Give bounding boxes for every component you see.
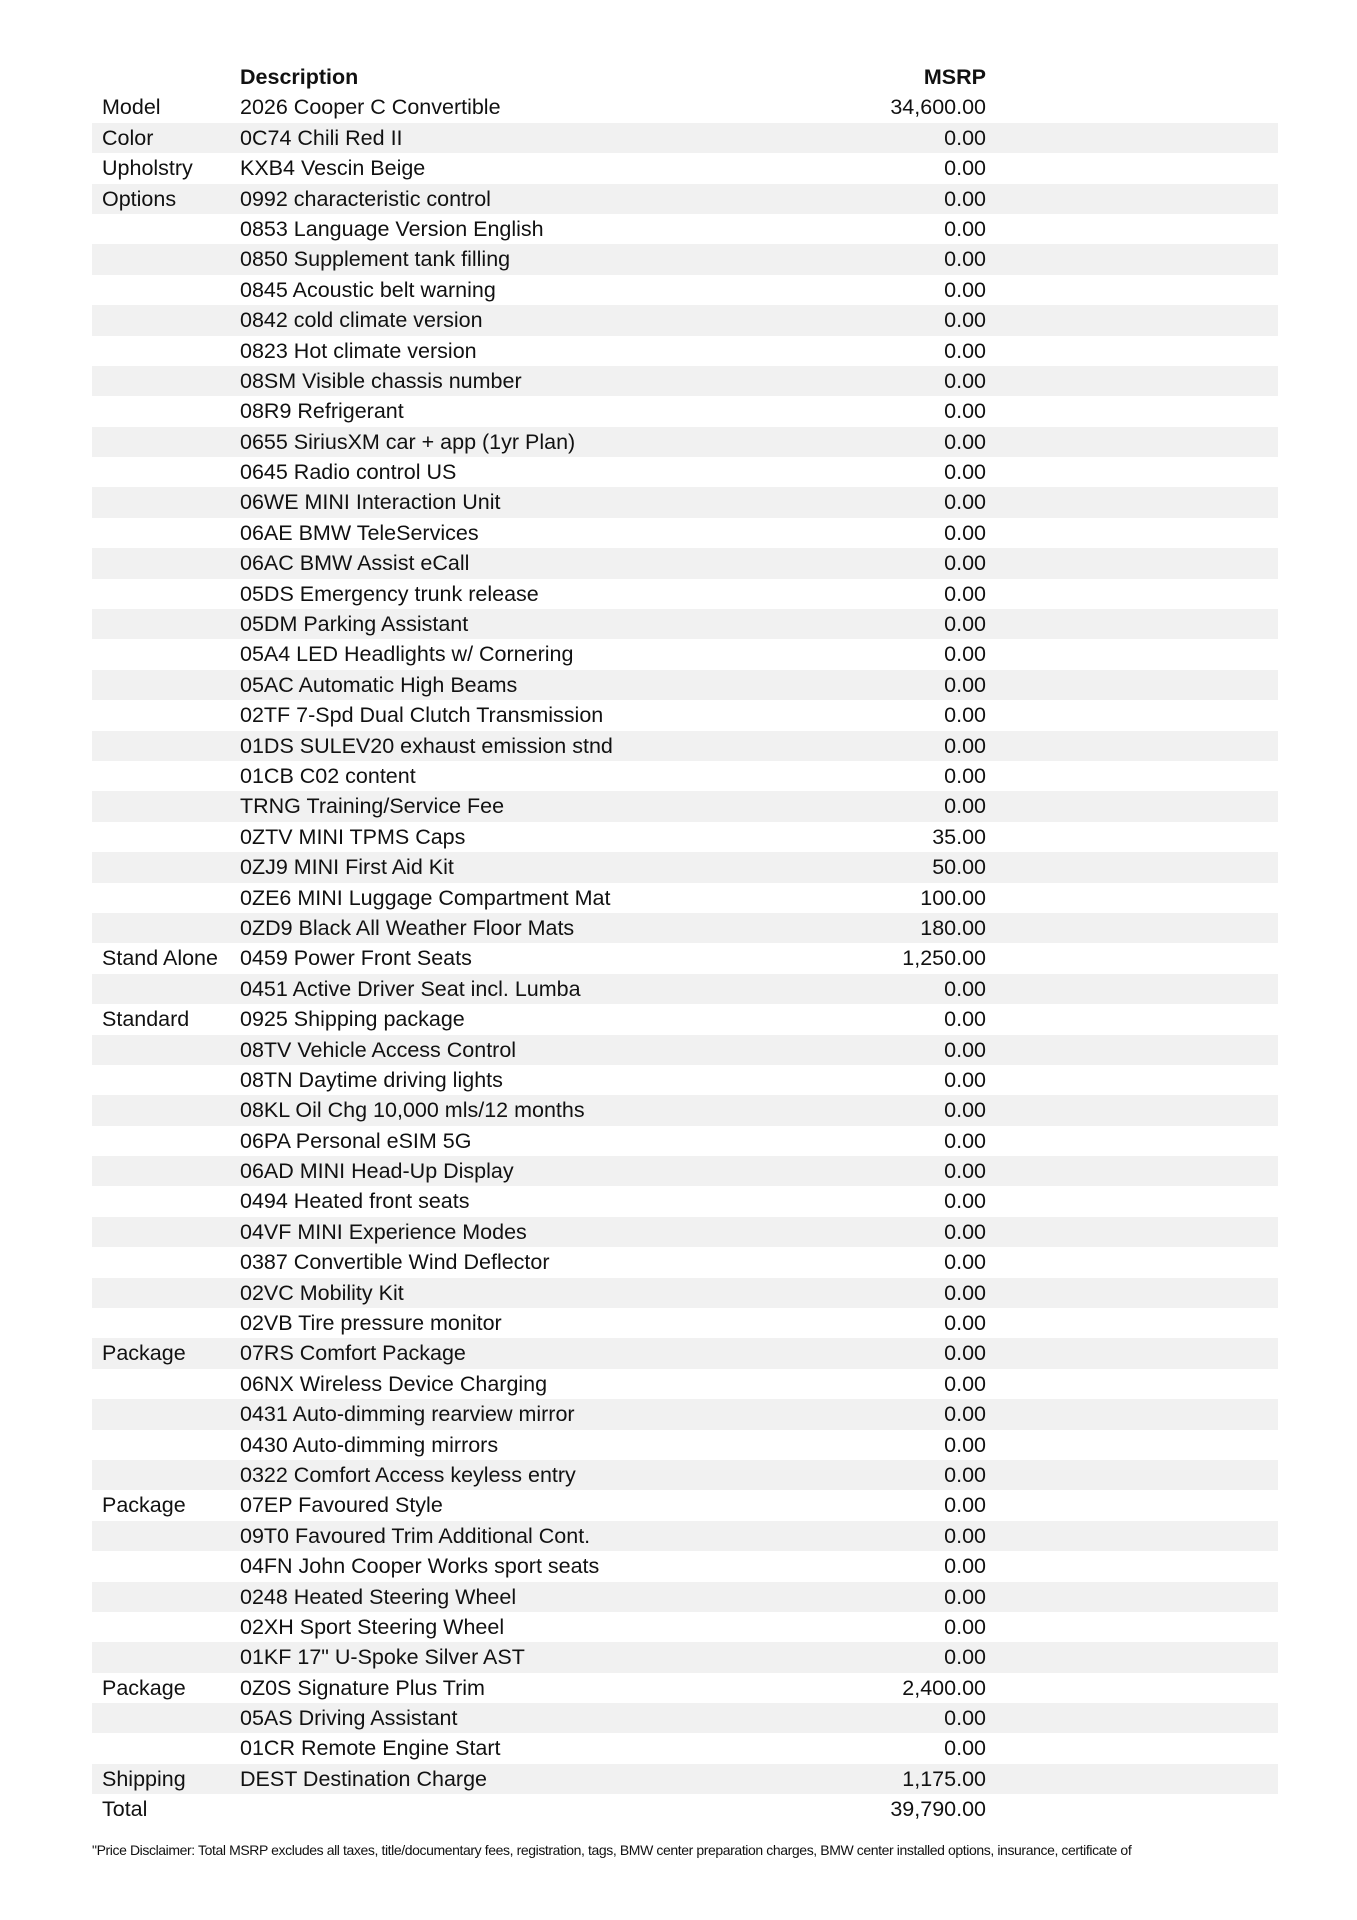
table-row xyxy=(92,548,1278,578)
table-body xyxy=(92,92,1278,1824)
row-description: 06AD MINI Head-Up Display xyxy=(240,1159,514,1184)
row-msrp: 0.00 xyxy=(944,1098,986,1123)
row-description: 06WE MINI Interaction Unit xyxy=(240,490,501,515)
row-description: 04FN John Cooper Works sport seats xyxy=(240,1554,600,1579)
table-row xyxy=(92,1308,1278,1338)
row-category: Model xyxy=(102,95,161,120)
row-description: 08TN Daytime driving lights xyxy=(240,1067,503,1092)
row-msrp: 50.00 xyxy=(932,855,986,880)
row-description: 0645 Radio control US xyxy=(240,460,457,485)
table-row xyxy=(92,1733,1278,1763)
table-row xyxy=(92,1582,1278,1612)
table-row xyxy=(92,427,1278,457)
row-msrp: 0.00 xyxy=(944,1402,986,1427)
row-description: 0451 Active Driver Seat incl. Lumba xyxy=(240,976,581,1001)
table-row xyxy=(92,852,1278,882)
table-row xyxy=(92,1004,1278,1034)
row-description: 0ZE6 MINI Luggage Compartment Mat xyxy=(240,885,611,910)
price-disclaimer: "Price Disclaimer: Total MSRP excludes all taxes, title/documentary fees, registration, tags, BMW center preparation charges, BMW center installed options, insurance, certificate of xyxy=(92,1842,1132,1858)
table-row xyxy=(92,1278,1278,1308)
table-row xyxy=(92,1673,1278,1703)
row-msrp: 1,250.00 xyxy=(902,946,986,971)
row-msrp: 0.00 xyxy=(944,1341,986,1366)
row-msrp: 0.00 xyxy=(944,703,986,728)
row-description: 0C74 Chili Red II xyxy=(240,125,403,150)
table-row xyxy=(92,609,1278,639)
row-msrp: 0.00 xyxy=(944,1736,986,1761)
table-row xyxy=(92,92,1278,122)
row-msrp: 0.00 xyxy=(944,247,986,272)
table-row xyxy=(92,366,1278,396)
row-description: 08TV Vehicle Access Control xyxy=(240,1037,517,1062)
row-description: 0655 SiriusXM car + app (1yr Plan) xyxy=(240,429,576,454)
row-description: DEST Destination Charge xyxy=(240,1766,487,1791)
table-row xyxy=(92,305,1278,335)
row-msrp: 0.00 xyxy=(944,1280,986,1305)
row-category: Shipping xyxy=(102,1766,186,1791)
table-row xyxy=(92,791,1278,821)
row-description: 06AC BMW Assist eCall xyxy=(240,551,470,576)
row-msrp: 0.00 xyxy=(944,642,986,667)
row-msrp: 2,400.00 xyxy=(902,1675,986,1700)
row-description: 05A4 LED Headlights w/ Cornering xyxy=(240,642,574,667)
row-msrp: 0.00 xyxy=(944,612,986,637)
table-row xyxy=(92,1551,1278,1581)
row-description: 2026 Cooper C Convertible xyxy=(240,95,501,120)
row-msrp: 0.00 xyxy=(944,1007,986,1032)
table-row xyxy=(92,336,1278,366)
row-description: 05AS Driving Assistant xyxy=(240,1706,458,1731)
row-category: Options xyxy=(102,186,177,211)
row-description: 02XH Sport Steering Wheel xyxy=(240,1614,505,1639)
table-row xyxy=(92,1126,1278,1156)
row-msrp: 0.00 xyxy=(944,1614,986,1639)
row-msrp: 0.00 xyxy=(944,368,986,393)
row-description: 0853 Language Version English xyxy=(240,216,544,241)
row-description: 06PA Personal eSIM 5G xyxy=(240,1128,472,1153)
table-row xyxy=(92,579,1278,609)
row-msrp: 0.00 xyxy=(944,1159,986,1184)
row-description: 04VF MINI Experience Modes xyxy=(240,1219,527,1244)
row-description: 08KL Oil Chg 10,000 mls/12 months xyxy=(240,1098,585,1123)
row-msrp: 35.00 xyxy=(932,824,986,849)
table-header xyxy=(92,62,1278,92)
row-msrp: 0.00 xyxy=(944,429,986,454)
row-description: 0ZJ9 MINI First Aid Kit xyxy=(240,855,454,880)
table-row xyxy=(92,1247,1278,1277)
row-description: 06AE BMW TeleServices xyxy=(240,520,479,545)
row-msrp: 0.00 xyxy=(944,1554,986,1579)
row-description: 0845 Acoustic belt warning xyxy=(240,277,496,302)
row-msrp: 0.00 xyxy=(944,1067,986,1092)
row-msrp: 0.00 xyxy=(944,551,986,576)
row-msrp: 0.00 xyxy=(944,1523,986,1548)
row-msrp: 0.00 xyxy=(944,581,986,606)
msrp-column-header: MSRP xyxy=(923,65,986,89)
row-msrp: 0.00 xyxy=(944,1189,986,1214)
row-msrp: 180.00 xyxy=(920,915,986,940)
row-msrp: 0.00 xyxy=(944,1311,986,1336)
table-row xyxy=(92,396,1278,426)
table-row xyxy=(92,1521,1278,1551)
table-row xyxy=(92,731,1278,761)
row-category: Upholstry xyxy=(102,156,193,181)
table-row xyxy=(92,1430,1278,1460)
table-row xyxy=(92,184,1278,214)
table-row xyxy=(92,1703,1278,1733)
row-description: 01DS SULEV20 exhaust emission stnd xyxy=(240,733,613,758)
row-category: Package xyxy=(102,1675,186,1700)
table-row xyxy=(92,1217,1278,1247)
row-description: KXB4 Vescin Beige xyxy=(240,156,426,181)
row-msrp: 0.00 xyxy=(944,216,986,241)
table-row xyxy=(92,1490,1278,1520)
row-description: 0925 Shipping package xyxy=(240,1007,465,1032)
row-description: 0992 characteristic control xyxy=(240,186,491,211)
table-row xyxy=(92,1035,1278,1065)
table-row xyxy=(92,913,1278,943)
description-column-header: Description xyxy=(240,65,359,89)
table-row xyxy=(92,1399,1278,1429)
row-description: 01CR Remote Engine Start xyxy=(240,1736,501,1761)
table-row xyxy=(92,639,1278,669)
row-msrp: 0.00 xyxy=(944,1706,986,1731)
row-msrp: 0.00 xyxy=(944,1128,986,1153)
row-msrp: 0.00 xyxy=(944,1432,986,1457)
row-description: 02VC Mobility Kit xyxy=(240,1280,404,1305)
row-description: 09T0 Favoured Trim Additional Cont. xyxy=(240,1523,591,1548)
row-msrp: 0.00 xyxy=(944,1037,986,1062)
price-sheet-table xyxy=(92,62,1278,1825)
row-msrp: 0.00 xyxy=(944,733,986,758)
table-row xyxy=(92,943,1278,973)
row-description: 07RS Comfort Package xyxy=(240,1341,466,1366)
table-row xyxy=(92,1612,1278,1642)
row-msrp: 0.00 xyxy=(944,763,986,788)
row-category: Stand Alone xyxy=(102,946,218,971)
table-row xyxy=(92,1642,1278,1672)
row-description: 08SM Visible chassis number xyxy=(240,368,522,393)
table-row xyxy=(92,214,1278,244)
row-msrp: 0.00 xyxy=(944,976,986,1001)
row-msrp: 0.00 xyxy=(944,156,986,181)
row-category: Package xyxy=(102,1493,186,1518)
row-msrp: 0.00 xyxy=(944,277,986,302)
row-description: 05DS Emergency trunk release xyxy=(240,581,539,606)
row-msrp: 0.00 xyxy=(944,1493,986,1518)
row-msrp: 0.00 xyxy=(944,338,986,363)
row-description: TRNG Training/Service Fee xyxy=(240,794,505,819)
row-description: 0322 Comfort Access keyless entry xyxy=(240,1462,576,1487)
row-description: 0ZD9 Black All Weather Floor Mats xyxy=(240,915,575,940)
table-row xyxy=(92,1460,1278,1490)
table-row xyxy=(92,1338,1278,1368)
row-msrp: 100.00 xyxy=(920,885,986,910)
table-row xyxy=(92,153,1278,183)
row-description: 01KF 17" U-Spoke Silver AST xyxy=(240,1645,525,1670)
table-row xyxy=(92,700,1278,730)
row-category: Package xyxy=(102,1341,186,1366)
row-description: 05AC Automatic High Beams xyxy=(240,672,518,697)
row-description: 0459 Power Front Seats xyxy=(240,946,472,971)
row-msrp: 0.00 xyxy=(944,399,986,424)
row-description: 07EP Favoured Style xyxy=(240,1493,443,1518)
row-description: 0430 Auto-dimming mirrors xyxy=(240,1432,499,1457)
table-row xyxy=(92,670,1278,700)
row-msrp: 0.00 xyxy=(944,1250,986,1275)
table-row xyxy=(92,883,1278,913)
row-msrp: 0.00 xyxy=(944,490,986,515)
row-description: 02TF 7-Spd Dual Clutch Transmission xyxy=(240,703,604,728)
table-row xyxy=(92,1065,1278,1095)
table-row xyxy=(92,1156,1278,1186)
row-category: Total xyxy=(102,1797,148,1822)
table-row xyxy=(92,1095,1278,1125)
row-msrp: 0.00 xyxy=(944,1584,986,1609)
row-msrp: 0.00 xyxy=(944,1645,986,1670)
row-msrp: 0.00 xyxy=(944,460,986,485)
row-description: 0431 Auto-dimming rearview mirror xyxy=(240,1402,575,1427)
table-row xyxy=(92,822,1278,852)
row-msrp: 0.00 xyxy=(944,308,986,333)
row-msrp: 1,175.00 xyxy=(902,1766,986,1791)
table-row xyxy=(92,275,1278,305)
row-msrp: 0.00 xyxy=(944,794,986,819)
table-row xyxy=(92,518,1278,548)
table-row xyxy=(92,123,1278,153)
row-description: 0850 Supplement tank filling xyxy=(240,247,511,272)
row-msrp: 34,600.00 xyxy=(890,95,986,120)
table-row xyxy=(92,1764,1278,1794)
table-row xyxy=(92,761,1278,791)
row-msrp: 0.00 xyxy=(944,520,986,545)
row-description: 0823 Hot climate version xyxy=(240,338,477,363)
table-row xyxy=(92,457,1278,487)
row-description: 05DM Parking Assistant xyxy=(240,612,469,637)
table-row xyxy=(92,487,1278,517)
row-description: 0842 cold climate version xyxy=(240,308,483,333)
table-row xyxy=(92,974,1278,1004)
row-description: 0387 Convertible Wind Deflector xyxy=(240,1250,550,1275)
row-msrp: 0.00 xyxy=(944,1462,986,1487)
table-row xyxy=(92,1186,1278,1216)
table-row xyxy=(92,244,1278,274)
row-description: 0Z0S Signature Plus Trim xyxy=(240,1675,485,1700)
row-category: Standard xyxy=(102,1007,190,1032)
row-msrp: 0.00 xyxy=(944,186,986,211)
row-description: 0248 Heated Steering Wheel xyxy=(240,1584,517,1609)
row-msrp: 39,790.00 xyxy=(890,1797,986,1822)
row-msrp: 0.00 xyxy=(944,1219,986,1244)
row-description: 0ZTV MINI TPMS Caps xyxy=(240,824,466,849)
row-description: 01CB C02 content xyxy=(240,763,416,788)
row-category: Color xyxy=(102,125,154,150)
row-msrp: 0.00 xyxy=(944,672,986,697)
row-msrp: 0.00 xyxy=(944,125,986,150)
row-description: 06NX Wireless Device Charging xyxy=(240,1371,548,1396)
table-row xyxy=(92,1369,1278,1399)
table-row xyxy=(92,1794,1278,1824)
row-description: 0494 Heated front seats xyxy=(240,1189,470,1214)
row-msrp: 0.00 xyxy=(944,1371,986,1396)
row-description: 08R9 Refrigerant xyxy=(240,399,404,424)
row-description: 02VB Tire pressure monitor xyxy=(240,1311,502,1336)
